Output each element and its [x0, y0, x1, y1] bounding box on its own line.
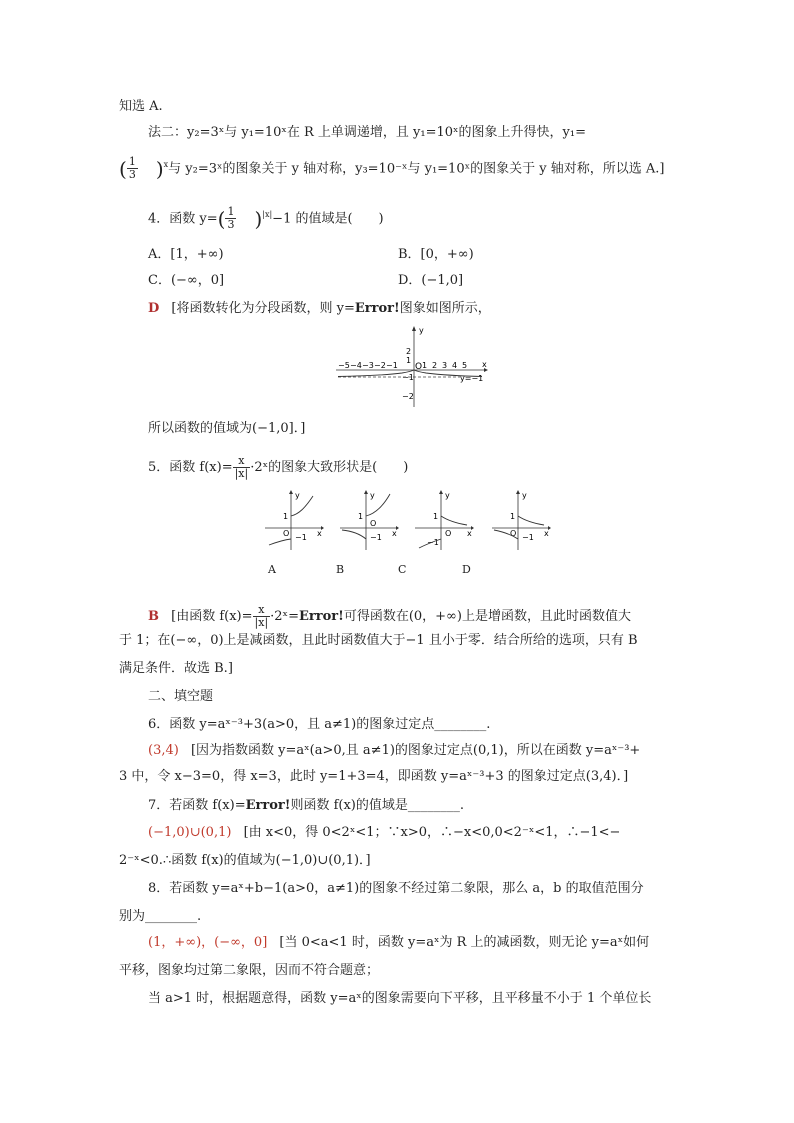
answer-5-text3: 可得函数在(0，+∞)上是增函数，且此时函数值大 [343, 609, 631, 624]
left-paren: ( [119, 156, 127, 181]
graph-option-c [413, 490, 475, 552]
option-label-a: A [268, 563, 276, 576]
svg-text:x: x [544, 529, 549, 538]
text-line-2 [148, 124, 586, 142]
y-tick-1: 1 [406, 356, 412, 365]
right-paren: ) [155, 156, 164, 181]
svg-text:O: O [445, 529, 452, 538]
question-5-suffix: ·2ˣ的图象大致形状是( ) [250, 460, 409, 475]
method-two-label: 法二： [148, 125, 188, 140]
error-marker: Error! [245, 798, 291, 813]
answer-4-text1: [将函数转化为分段函数，则 y= [171, 301, 355, 316]
option-4a: A．[1，+∞) [148, 247, 224, 262]
answer-8-line-1 [148, 934, 649, 952]
section-heading-fill-blank: 二、填空题 [148, 689, 214, 704]
x-axis-label: x [482, 360, 487, 369]
question-7-suffix: 则函数 f(x)的值域是________. [290, 798, 464, 813]
fraction-one-third: $\frac{1}{3}$ [128, 155, 136, 182]
answer-6-value: (3,4) [148, 743, 179, 758]
asymptote-label: y=−1 [460, 374, 484, 383]
svg-text:y: y [295, 491, 300, 500]
answer-8-value: (1，+∞)，(−∞，0] [148, 935, 268, 950]
answer-5-line-2: 于 1；在(−∞，0)上是减函数，且此时函数值大于−1 且小于零．结合所给的选项，只有 B [119, 633, 638, 648]
text-line-3-body: 与 y₂=3ˣ的图象关于 y 轴对称，y₃=10⁻ˣ与 y₁=10ˣ的图象关于 y 轴对称，所以选 A.] [168, 161, 665, 177]
svg-text:−1: −1 [522, 533, 534, 542]
answer-8-line-2: 平移，图象均过第二象限，因而不符合题意； [119, 963, 380, 978]
x-tick-m4: −4 [350, 361, 362, 370]
left-paren: ( [217, 206, 226, 231]
option-label-b: B [336, 563, 345, 576]
answer-5-text1: [由函数 f(x)= [171, 609, 253, 624]
option-4b: B．[0，+∞) [398, 247, 474, 262]
y-axis-arrow [412, 326, 416, 331]
answer-8-text1: [当 0<a<1 时，函数 y=aˣ为 R 上的减函数，则无论 y=aˣ如何 [279, 935, 650, 950]
question-5 [148, 455, 408, 480]
y-tick-m1: −1 [402, 373, 414, 382]
answer-5-line-1 [148, 604, 631, 629]
svg-text:O: O [283, 529, 290, 538]
error-marker: Error! [354, 301, 400, 316]
svg-text:−1: −1 [427, 538, 439, 547]
text-line-3 [119, 156, 664, 181]
y-tick-2: 2 [406, 347, 412, 356]
answer-6-text1: [因为指数函数 y=aˣ(a>0,且 a≠1)的图象过定点(0,1)，所以在函数 y=aˣ⁻³+ [190, 743, 641, 758]
question-5-prefix: 5．函数 f(x)= [148, 460, 233, 475]
option-label-c: C [398, 563, 407, 576]
graph-q4 [332, 323, 490, 409]
question-8-line-2: 别为________. [119, 909, 202, 924]
svg-text:1: 1 [283, 512, 289, 521]
answer-4 [148, 300, 491, 318]
answer-4-text2: 图象如图所示， [399, 301, 491, 316]
svg-text:y: y [370, 491, 375, 500]
option-4d: D．(−1,0] [398, 273, 464, 288]
method-two-text: y₂=3ˣ与 y₁=10ˣ在 R 上单调递增，且 y₁=10ˣ的图象上升得快，y₁= [187, 125, 587, 140]
svg-text:x: x [392, 529, 397, 538]
x-tick-4: 4 [452, 361, 458, 370]
svg-text:x: x [467, 529, 472, 538]
answer-7-text1: [由 x<0，得 0<2ˣ<1；∵x>0，∴−x<0,0<2⁻ˣ<1，∴−1<− [243, 825, 621, 840]
answer-5-line-3: 满足条件．故选 B.] [119, 661, 233, 676]
x-tick-5: 5 [462, 361, 468, 370]
svg-text:1: 1 [433, 512, 439, 521]
error-marker: Error! [298, 609, 344, 624]
y-axis-label: y [419, 326, 424, 335]
fraction-x-over-abs-x: $\frac{x}{|x|}$ [254, 603, 269, 629]
option-4c: C．(−∞，0] [148, 273, 225, 288]
graph-option-d [490, 490, 552, 552]
fraction-one-third: $\frac{1}{3}$ [227, 205, 235, 232]
svg-text:−1: −1 [295, 533, 307, 542]
question-6: 6．函数 y=aˣ⁻³+3(a>0，且 a≠1)的图象过定点________. [148, 717, 491, 732]
answer-8-line-3: 当 a>1 时，根据题意得，函数 y=aˣ的图象需要向下平移，且平移量不小于 1 个单位长 [148, 991, 652, 1006]
fraction-x-over-abs-x: $\frac{x}{|x|}$ [234, 454, 249, 480]
question-4 [148, 206, 384, 231]
x-tick-3: 3 [442, 361, 448, 370]
x-tick-m5: −5 [338, 361, 350, 370]
x-tick-1: 1 [422, 361, 428, 370]
x-tick-2: 2 [432, 361, 438, 370]
svg-text:O: O [510, 529, 517, 538]
question-7-prefix: 7．若函数 f(x)= [148, 798, 246, 813]
right-paren: ) [254, 206, 263, 231]
svg-text:y: y [522, 491, 527, 500]
graph-option-a [263, 490, 325, 552]
origin-label: O [415, 362, 423, 372]
graph-option-b [338, 490, 400, 552]
answer-5-letter: B [148, 609, 159, 624]
x-tick-m2: −2 [374, 361, 386, 370]
svg-text:y: y [445, 491, 450, 500]
question-4-prefix: 4．函数 y= [148, 211, 218, 227]
text-line-1: 知选 A. [119, 99, 163, 114]
exponent: |x| [262, 210, 273, 219]
question-7 [148, 797, 464, 815]
question-8-line-1: 8．若函数 y=aˣ+b−1(a>0，a≠1)的图象不经过第二象限，那么 a，b 的取值范围分 [148, 881, 644, 896]
answer-6-line-2: 3 中，令 x−3=0，得 x=3，此时 y=1+3=4，即函数 y=aˣ⁻³+3 的图象过定点(3,4)．] [119, 769, 629, 784]
question-4-suffix: −1 的值域是( ) [272, 211, 384, 227]
answer-7-line-2: 2⁻ˣ<0.∴函数 f(x)的值域为(−1,0)∪(0,1)．] [119, 853, 371, 868]
option-label-d: D [462, 563, 471, 576]
x-tick-m1: −1 [386, 361, 398, 370]
exponent: x [163, 160, 169, 169]
answer-5-text2: ·2ˣ= [270, 609, 299, 624]
x-tick-m3: −3 [362, 361, 374, 370]
answer-7-value: (−1,0)∪(0,1) [148, 825, 232, 840]
svg-text:1: 1 [358, 512, 364, 521]
svg-text:x: x [317, 529, 322, 538]
answer-4-range: 所以函数的值域为(−1,0]．] [148, 421, 306, 436]
answer-6-line-1 [148, 742, 640, 760]
answer-4-letter: D [148, 301, 160, 316]
svg-text:−1: −1 [370, 533, 382, 542]
svg-text:O: O [370, 519, 377, 528]
answer-7-line-1 [148, 824, 620, 842]
y-tick-m2: −2 [402, 392, 414, 401]
svg-text:1: 1 [510, 512, 516, 521]
